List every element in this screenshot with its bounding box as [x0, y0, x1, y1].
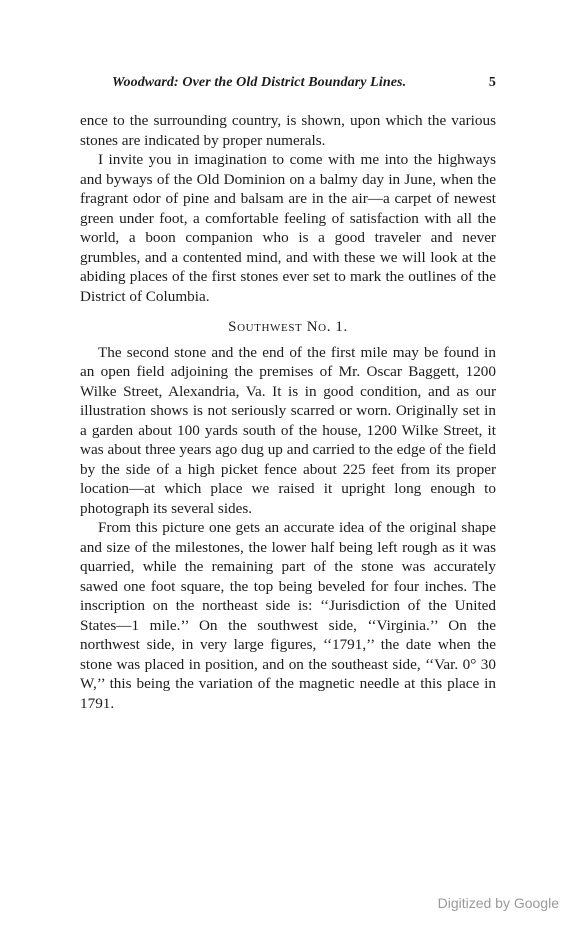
digitized-watermark: Digitized by Google	[437, 895, 559, 911]
running-head-title: Woodward: Over the Old District Boundary Lines.	[112, 75, 407, 90]
paragraph-continuation: ence to the surrounding country, is shown, upon which the various stones are indicated by proper numerals.	[80, 112, 496, 149]
running-head	[112, 75, 496, 91]
section-heading: Southwest No. 1.	[228, 319, 348, 335]
body-text	[80, 111, 496, 713]
paragraph-stone-description: From this picture one gets an accurate idea of the original shape and size of the milestones, the lower half being left rough as it was quarried, while the remaining part of the stone was accurately sawed one foot square, the top being beveled for four inches. The inscription on the northeast side is: ‘‘Jurisdiction of the United States—1 mile.’’ On the southwest side, ‘‘Virginia.’’ On the northwest side, in very large figures, ‘‘1791,’’ the date when the stone was placed in position, and on the southeast side, ‘‘Var. 0° 30 W,’’ this being the variation of the magnetic needle at this place in 1791.	[80, 519, 496, 712]
paragraph-stone-location: The second stone and the end of the first mile may be found in an open field adjoining the premises of Mr. Oscar Baggett, 1200 Wilke Street, Alexandria, Va. It is in good condition, and as our illustration shows is not seriously scarred or worn. Originally set in a garden about 100 yards south of the house, 1200 Wilke Street, it was about three years ago dug up and carried to the edge of the field by the side of a high picket fence about 225 feet from its proper location—at which place we raised it upright long enough to photograph its several sides.	[80, 343, 496, 517]
paragraph-invitation: I invite you in imagination to come with me into the highways and byways of the Old Dominion on a balmy day in June, when the fragrant odor of pine and balsam are in the air—a carpet of newest green under foot, a comfortable feeling of satisfaction with all the world, a boon companion who is a good traveler and never grumbles, and a contented mind, and with these we will look at the abiding places of the first stones ever set to mark the outlines of the District of Columbia.	[80, 151, 496, 305]
page-number: 5	[488, 75, 496, 90]
